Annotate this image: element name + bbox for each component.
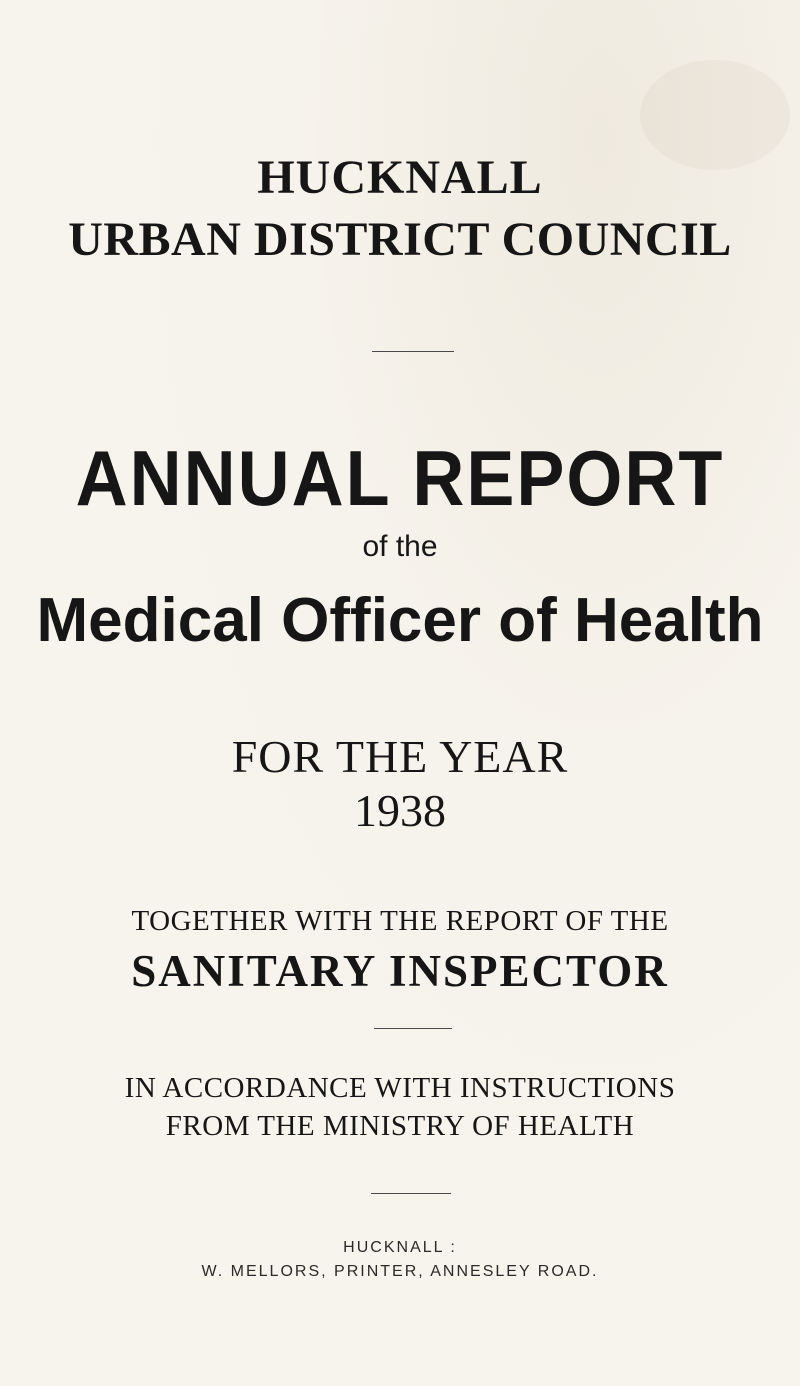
council-name-line-1: HUCKNALL	[257, 151, 543, 204]
for-the-year-text: FOR THE YEAR	[231, 731, 569, 782]
officer-title: Medical Officer of Health	[36, 586, 764, 655]
divider-rule	[374, 1028, 452, 1029]
council-name-line-2: URBAN DISTRICT COUNCIL	[68, 213, 732, 266]
report-title: ANNUAL REPORT	[75, 435, 725, 523]
of-the-text: of the	[362, 530, 438, 563]
together-with-text: TOGETHER WITH THE REPORT OF THE	[131, 905, 669, 937]
inspector-title: SANITARY INSPECTOR	[131, 946, 669, 996]
divider-rule	[372, 351, 454, 352]
report-year: 1938	[354, 785, 446, 836]
accordance-line-1: IN ACCORDANCE WITH INSTRUCTIONS	[124, 1072, 676, 1104]
divider-rule	[371, 1193, 451, 1194]
imprint-printer: W. MELLORS, PRINTER, ANNESLEY ROAD.	[201, 1263, 599, 1280]
accordance-line-2: FROM THE MINISTRY OF HEALTH	[165, 1110, 635, 1142]
imprint-place: HUCKNALL :	[343, 1239, 457, 1256]
